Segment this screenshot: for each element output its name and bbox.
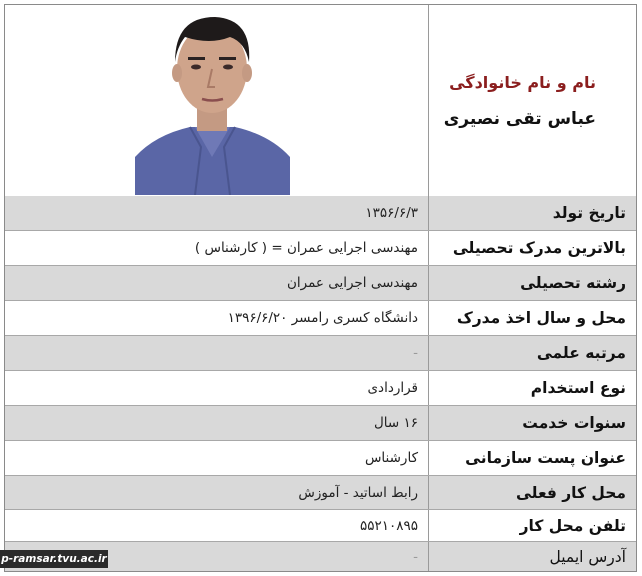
row-job-title: [5, 441, 636, 476]
row-value: مهندسی اجرایی عمران: [286, 275, 418, 291]
name-label: نام و نام خانوادگی: [449, 73, 596, 92]
row-value: رابط اساتید - آموزش: [298, 484, 418, 501]
row-birth-date: [5, 196, 636, 231]
name-value: عباس تقی نصیری: [443, 109, 596, 129]
row-value: دانشگاه کسری رامسر ۱۳۹۶/۶/۲۰: [227, 310, 418, 326]
row-label: سنوات خدمت: [522, 414, 626, 432]
row-academic-rank: [5, 336, 636, 371]
row-value: قراردادی: [367, 380, 418, 396]
row-label: تلفن محل کار: [519, 516, 626, 535]
row-field-of-study: [5, 266, 636, 301]
row-current-workplace: [5, 476, 636, 510]
row-years-of-service: [5, 406, 636, 441]
site-watermark: p-ramsar.tvu.ac.ir: [0, 550, 108, 568]
row-value: ۵۵۲۱۰۸۹۵: [359, 517, 418, 534]
row-value: ۱۶ سال: [373, 415, 418, 431]
row-label: محل و سال اخذ مدرک: [456, 309, 626, 327]
name-block: [429, 5, 636, 196]
row-highest-degree: [5, 231, 636, 266]
row-value: ۱۳۵۶/۶/۳: [365, 205, 418, 221]
row-work-phone: [5, 510, 636, 542]
row-label: رشته تحصیلی: [520, 274, 626, 292]
row-label: تاریخ تولد: [552, 204, 626, 222]
row-label: نوع استخدام: [530, 379, 626, 397]
row-value: مهندسی اجرایی عمران = ( کارشناس ): [194, 240, 418, 256]
row-value: کارشناس: [364, 450, 418, 466]
row-label: بالاترین مدرک تحصیلی: [452, 239, 626, 257]
profile-header: [5, 5, 636, 197]
profile-card: [4, 4, 637, 572]
row-label: محل کار فعلی: [515, 483, 626, 502]
row-label: عنوان پست سازمانی: [465, 449, 626, 467]
row-value: -: [413, 548, 418, 565]
row-label: مرتبه علمی: [536, 344, 626, 362]
person-photo-icon: [135, 7, 290, 195]
row-degree-place-year: [5, 301, 636, 336]
row-label: آدرس ایمیل: [549, 547, 626, 566]
row-value: -: [413, 345, 418, 361]
profile-photo: [135, 7, 290, 195]
row-employment-type: [5, 371, 636, 406]
